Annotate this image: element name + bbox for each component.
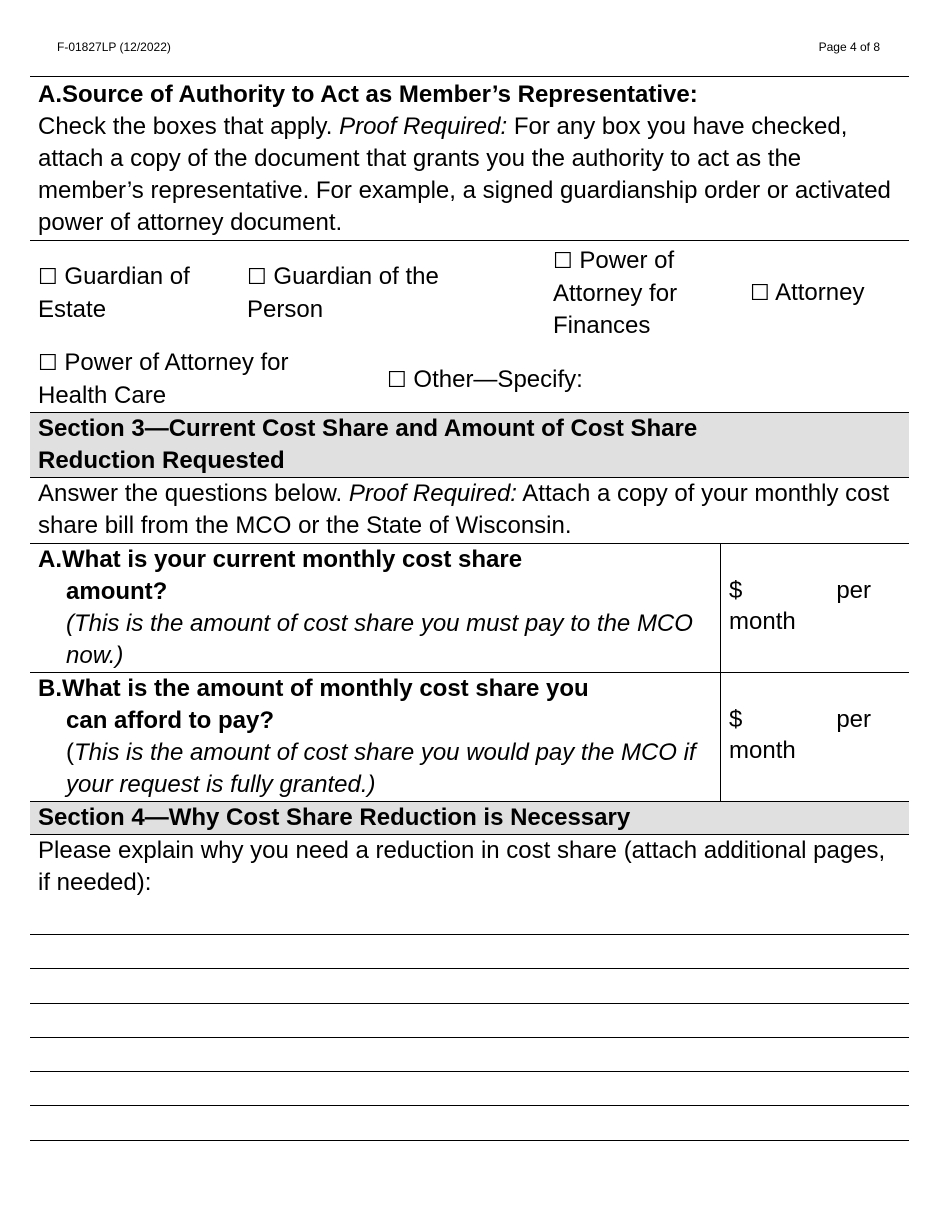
writing-line[interactable]: [30, 1105, 909, 1139]
writing-line[interactable]: [30, 1071, 909, 1105]
checkbox-poa-health-care[interactable]: ☐ Power of Attorney for Health Care: [38, 349, 289, 409]
section-3-header: Section 3—Current Cost Share and Amount of Cost Share Reduction Requested: [30, 412, 909, 478]
authority-checkbox-row-2: [30, 344, 909, 412]
checkbox-guardian-of-estate[interactable]: ☐ Guardian of Estate: [38, 263, 190, 323]
proof-required-label: Proof Required:: [339, 113, 508, 140]
section-a-instructions: Check the boxes that apply. Proof Required: For any box you have checked, attach a copy of the document that grants you the authority to act as the member’s representative. For example, a signed guardianship order or activated power of attorney document.: [38, 113, 891, 236]
question-a-note: (This is the amount of cost share you must pay to the MCO now.): [66, 610, 693, 669]
proof-required-label: Proof Required:: [348, 480, 517, 507]
writing-line[interactable]: [30, 1037, 909, 1071]
question-b: B.What is the amount of monthly cost share you can afford to pay? (This is the amount of cost share you would pay the MCO if your request is fully granted.): [30, 672, 721, 801]
dollar-sign: $: [729, 577, 743, 604]
authority-checkbox-row-1: [30, 240, 909, 344]
dollar-sign: $: [729, 706, 743, 733]
checkbox-icon[interactable]: ☐: [38, 351, 58, 376]
section-a-title: A.Source of Authority to Act as Member’s Representative:: [38, 81, 698, 108]
affordable-cost-share-amount-field[interactable]: $ per month: [721, 672, 909, 801]
explanation-writing-area[interactable]: [30, 934, 909, 1141]
checkbox-attorney[interactable]: ☐ Attorney: [750, 279, 865, 306]
section-3-intro: Answer the questions below. Proof Required: Attach a copy of your monthly cost share bill from the MCO or the State of Wisconsin.: [38, 480, 890, 539]
writing-line[interactable]: [30, 1003, 909, 1037]
checkbox-icon[interactable]: ☐: [38, 265, 58, 290]
checkbox-icon[interactable]: ☐: [387, 368, 407, 393]
checkbox-icon[interactable]: ☐: [750, 281, 770, 306]
question-a: A.What is your current monthly cost share amount? (This is the amount of cost share you must pay to the MCO now.): [30, 543, 721, 672]
cost-share-questions: [30, 543, 909, 801]
checkbox-icon[interactable]: ☐: [553, 249, 573, 274]
checkbox-icon[interactable]: ☐: [247, 265, 267, 290]
writing-line[interactable]: [30, 1140, 909, 1141]
section-4-prompt: Please explain why you need a reduction in cost share (attach additional pages, if needed):: [38, 837, 886, 896]
checkbox-guardian-of-person[interactable]: ☐ Guardian of the Person: [247, 263, 439, 323]
question-b-note: (This is the amount of cost share you would pay the MCO if your request is fully granted.): [66, 739, 696, 798]
checkbox-other-specify[interactable]: ☐ Other—Specify:: [387, 366, 583, 393]
current-cost-share-amount-field[interactable]: $ per month: [721, 543, 909, 672]
page-number: Page 4 of 8: [818, 40, 880, 54]
writing-line[interactable]: [30, 968, 909, 1002]
writing-line[interactable]: [30, 934, 909, 968]
checkbox-poa-finances[interactable]: ☐ Power of Attorney for Finances: [553, 247, 678, 339]
form-number: F-01827LP (12/2022): [57, 40, 171, 54]
section-4-header: Section 4—Why Cost Share Reduction is Necessary: [30, 801, 909, 835]
form-body: [30, 76, 909, 899]
